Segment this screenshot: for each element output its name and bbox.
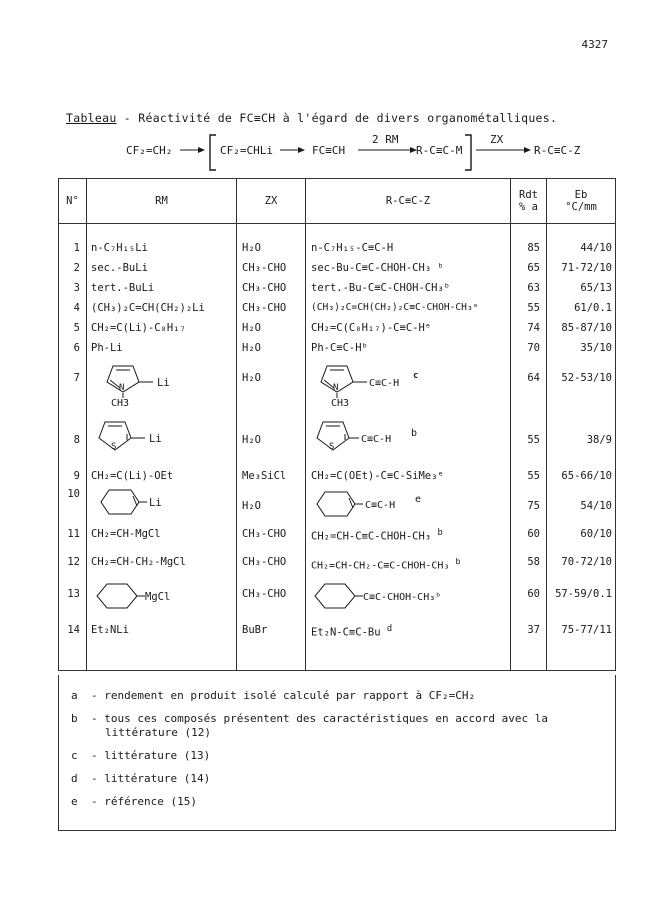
footnote-text: - tous ces composés présentent des caractéristiques en accord avec la bbox=[91, 712, 548, 725]
cell-product bbox=[306, 408, 511, 460]
table-row bbox=[59, 278, 616, 298]
table-row bbox=[59, 338, 616, 358]
cell-rm: Ph-Li bbox=[87, 338, 237, 358]
footnote-key: c bbox=[71, 749, 78, 762]
header-eb-line2: °C/mm bbox=[565, 201, 597, 213]
cyclohexyl-alkyne-structure bbox=[311, 578, 491, 614]
cell-bp: 52-53/10 bbox=[547, 358, 616, 408]
cell-yield: 70 bbox=[511, 338, 547, 358]
cell-number: 13 bbox=[59, 578, 87, 618]
cell-zx: CH₃-CHO bbox=[237, 522, 306, 550]
cell-number: 4 bbox=[59, 298, 87, 318]
footnotes bbox=[58, 675, 616, 831]
cell-rm bbox=[87, 486, 237, 522]
product-10-label: C≡C-H bbox=[365, 500, 396, 511]
footnote-text: - littérature (14) bbox=[91, 772, 211, 785]
cell-number: 5 bbox=[59, 318, 87, 338]
footnote-e bbox=[71, 795, 615, 809]
cell-product bbox=[306, 486, 511, 522]
cyclohexyl-mgcl-label: MgCl bbox=[145, 591, 171, 603]
cell-number: 10 bbox=[59, 486, 87, 522]
product-11-label: CH₂=CH-C≡C-CHOH-CH₃ bbox=[311, 530, 432, 543]
cell-bp: 54/10 bbox=[547, 486, 616, 522]
cell-product: CH₂=C(OEt)-C≡C-SiMe₃ᵉ bbox=[306, 460, 511, 486]
product-8-label: C≡C-H bbox=[361, 434, 392, 445]
footnote-text: - référence (15) bbox=[91, 795, 197, 808]
cell-number: 1 bbox=[59, 238, 87, 258]
cell-bp: 61/0.1 bbox=[547, 298, 616, 318]
cell-zx: CH₃-CHO bbox=[237, 550, 306, 578]
cell-rm: sec.-BuLi bbox=[87, 258, 237, 278]
cell-zx: H₂O bbox=[237, 358, 306, 408]
cell-zx: H₂O bbox=[237, 338, 306, 358]
page-number: 4327 bbox=[581, 38, 608, 51]
footnote-text: - rendement en produit isolé calculé par rapport à CF₂=CH₂ bbox=[91, 689, 476, 702]
table-spacer-row bbox=[59, 648, 616, 671]
cell-product bbox=[306, 522, 511, 550]
cell-bp: 85-87/10 bbox=[547, 318, 616, 338]
cell-zx: H₂O bbox=[237, 238, 306, 258]
cell-rm: n-C₇H₁₅Li bbox=[87, 238, 237, 258]
cell-product: (CH₃)₂C=CH(CH₂)₂C≡C-CHOH-CH₃ᵉ bbox=[306, 298, 511, 318]
thiophene-alkyne-structure bbox=[311, 416, 461, 456]
table-row bbox=[59, 258, 616, 278]
pyrrole-structure bbox=[91, 360, 211, 406]
footnote-key: b bbox=[71, 712, 78, 725]
cell-number: 2 bbox=[59, 258, 87, 278]
cell-zx: CH₃-CHO bbox=[237, 258, 306, 278]
cell-yield: 65 bbox=[511, 258, 547, 278]
cell-product bbox=[306, 618, 511, 648]
cell-product: tert.-Bu-C≡C-CHOH-CH₃ᵇ bbox=[306, 278, 511, 298]
cell-zx: BuBr bbox=[237, 618, 306, 648]
cell-bp: 38/9 bbox=[547, 408, 616, 460]
cell-yield: 64 bbox=[511, 358, 547, 408]
footnote-a bbox=[71, 689, 615, 703]
footnote-b bbox=[71, 712, 615, 740]
scheme-reagent-1: 2 RM bbox=[372, 133, 399, 146]
footnote-d bbox=[71, 772, 615, 786]
cell-rm: tert.-BuLi bbox=[87, 278, 237, 298]
cell-yield: 55 bbox=[511, 460, 547, 486]
svg-text:N: N bbox=[333, 383, 339, 393]
pyrrole-methyl-label: CH3 bbox=[111, 398, 130, 406]
footnote-text: - littérature (13) bbox=[91, 749, 211, 762]
thiophene-structure bbox=[91, 416, 211, 456]
cell-bp: 65-66/10 bbox=[547, 460, 616, 486]
cell-bp: 44/10 bbox=[547, 238, 616, 258]
cell-rm: CH₂=CH-CH₂-MgCl bbox=[87, 550, 237, 578]
cell-rm: CH₂=C(Li)-OEt bbox=[87, 460, 237, 486]
cyclohexyl-structure bbox=[91, 578, 211, 614]
cell-number: 11 bbox=[59, 522, 87, 550]
cell-bp: 75-77/11 bbox=[547, 618, 616, 648]
product-7-label: C≡C-H bbox=[369, 378, 400, 389]
table-header-row bbox=[59, 179, 616, 224]
table-caption bbox=[66, 111, 557, 125]
table-row bbox=[59, 618, 616, 648]
dihydropyran-structure bbox=[91, 486, 211, 520]
cell-rm: CH₂=CH-MgCl bbox=[87, 522, 237, 550]
table-row bbox=[59, 578, 616, 618]
table-row bbox=[59, 522, 616, 550]
product-14-note: d bbox=[386, 624, 393, 634]
scheme-reactant: CF₂=CH₂ bbox=[126, 144, 173, 157]
cell-number: 3 bbox=[59, 278, 87, 298]
cell-rm bbox=[87, 578, 237, 618]
cell-rm: CH₂=C(Li)-C₈H₁₇ bbox=[87, 318, 237, 338]
cell-number: 9 bbox=[59, 460, 87, 486]
cell-yield: 63 bbox=[511, 278, 547, 298]
caption-label: Tableau bbox=[66, 111, 117, 125]
scheme-alkyne: FC≡CH bbox=[312, 144, 346, 157]
dihydropyran-li-label: Li bbox=[149, 497, 162, 509]
cell-zx: Me₃SiCl bbox=[237, 460, 306, 486]
reaction-scheme bbox=[120, 132, 590, 174]
thiophene-s-label: S bbox=[111, 442, 117, 452]
footnote-key: a bbox=[71, 689, 78, 702]
reactivity-table bbox=[58, 178, 616, 671]
cell-bp: 70-72/10 bbox=[547, 550, 616, 578]
scheme-reagent-2: ZX bbox=[490, 133, 504, 146]
cell-yield: 60 bbox=[511, 578, 547, 618]
reaction-scheme-svg bbox=[120, 132, 590, 174]
table-row bbox=[59, 408, 616, 460]
cell-number: 6 bbox=[59, 338, 87, 358]
scheme-metal-acetylide: R-C≡C-M bbox=[416, 144, 463, 157]
cell-rm bbox=[87, 358, 237, 408]
scheme-bracket-left bbox=[210, 135, 216, 170]
header-rm: RM bbox=[87, 179, 237, 224]
scheme-product: R-C≡C-Z bbox=[534, 144, 581, 157]
cell-bp: 57-59/0.1 bbox=[547, 578, 616, 618]
thiophene-li-label: Li bbox=[149, 433, 162, 445]
header-yield-line2: % a bbox=[519, 201, 538, 213]
cell-rm bbox=[87, 408, 237, 460]
table-row bbox=[59, 318, 616, 338]
product-14-label: Et₂N-C≡C-Bu bbox=[311, 626, 381, 639]
product-12-note: b bbox=[455, 556, 461, 566]
cell-yield: 55 bbox=[511, 408, 547, 460]
header-product: R-C≡C-Z bbox=[306, 179, 511, 224]
svg-text:N: N bbox=[119, 383, 125, 393]
cell-number: 8 bbox=[59, 408, 87, 460]
cell-product: sec-Bu-C≡C-CHOH-CH₃ ᵇ bbox=[306, 258, 511, 278]
cell-bp: 65/13 bbox=[547, 278, 616, 298]
scheme-bracket-right bbox=[465, 135, 471, 170]
dihydropyran-alkyne-structure bbox=[311, 486, 461, 520]
table-row bbox=[59, 238, 616, 258]
cell-bp: 35/10 bbox=[547, 338, 616, 358]
scheme-intermediate: CF₂=CHLi bbox=[220, 144, 273, 157]
product-12-label: CH₂=CH-CH₂-C≡C-CHOH-CH₃ bbox=[311, 560, 450, 572]
cell-product bbox=[306, 358, 511, 408]
header-yield bbox=[511, 179, 547, 224]
header-number: N° bbox=[59, 179, 87, 224]
table-spacer-row bbox=[59, 224, 616, 239]
footnote-c bbox=[71, 749, 615, 763]
product-10-note: e bbox=[415, 494, 422, 505]
cell-bp: 60/10 bbox=[547, 522, 616, 550]
cell-zx: CH₃-CHO bbox=[237, 278, 306, 298]
cell-zx: H₂O bbox=[237, 318, 306, 338]
scheme-arrowhead-1 bbox=[198, 147, 205, 153]
cell-rm: (CH₃)₂C=CH(CH₂)₂Li bbox=[87, 298, 237, 318]
cell-bp: 71-72/10 bbox=[547, 258, 616, 278]
cell-zx: CH₃-CHO bbox=[237, 298, 306, 318]
cell-yield: 55 bbox=[511, 298, 547, 318]
header-yield-line1: Rdt bbox=[519, 189, 538, 201]
cell-product: Ph-C≡C-Hᵇ bbox=[306, 338, 511, 358]
product-7-methyl-label: CH3 bbox=[331, 398, 350, 406]
cell-zx: H₂O bbox=[237, 408, 306, 460]
cell-yield: 74 bbox=[511, 318, 547, 338]
cell-yield: 60 bbox=[511, 522, 547, 550]
cell-yield: 75 bbox=[511, 486, 547, 522]
cell-number: 14 bbox=[59, 618, 87, 648]
header-boiling-point bbox=[547, 179, 616, 224]
cell-product: CH₂=C(C₈H₁₇)-C≡C-Hᵉ bbox=[306, 318, 511, 338]
cell-zx: H₂O bbox=[237, 486, 306, 522]
footnote-key: e bbox=[71, 795, 78, 808]
table-row bbox=[59, 460, 616, 486]
pyrrole-li-label: Li bbox=[157, 377, 170, 389]
cell-yield: 58 bbox=[511, 550, 547, 578]
scheme-arrowhead-2 bbox=[298, 147, 305, 153]
scheme-arrowhead-4 bbox=[524, 147, 531, 153]
footnote-continuation: littérature (12) bbox=[105, 726, 211, 739]
caption-text: - Réactivité de FC≡CH à l'égard de divers organométalliques. bbox=[116, 111, 558, 125]
product-7-note: c bbox=[413, 371, 419, 381]
header-eb-line1: Eb bbox=[574, 189, 588, 201]
footnote-key: d bbox=[71, 772, 78, 785]
cell-number: 7 bbox=[59, 358, 87, 408]
cell-zx: CH₃-CHO bbox=[237, 578, 306, 618]
table-row bbox=[59, 550, 616, 578]
cell-yield: 37 bbox=[511, 618, 547, 648]
cell-number: 12 bbox=[59, 550, 87, 578]
table-row bbox=[59, 486, 616, 522]
table-row bbox=[59, 298, 616, 318]
product-13-label: C≡C-CHOH-CH₃ᵇ bbox=[363, 592, 442, 603]
cell-yield: 85 bbox=[511, 238, 547, 258]
pyrrole-alkyne-structure bbox=[311, 360, 451, 406]
product-11-note: b bbox=[437, 528, 443, 538]
table-row bbox=[59, 358, 616, 408]
cell-product bbox=[306, 578, 511, 618]
thiophene-product-s-label: S bbox=[329, 442, 335, 452]
cell-product: n-C₇H₁₅-C≡C-H bbox=[306, 238, 511, 258]
product-8-note: b bbox=[411, 428, 418, 439]
cell-product bbox=[306, 550, 511, 578]
header-zx: ZX bbox=[237, 179, 306, 224]
cell-rm: Et₂NLi bbox=[87, 618, 237, 648]
